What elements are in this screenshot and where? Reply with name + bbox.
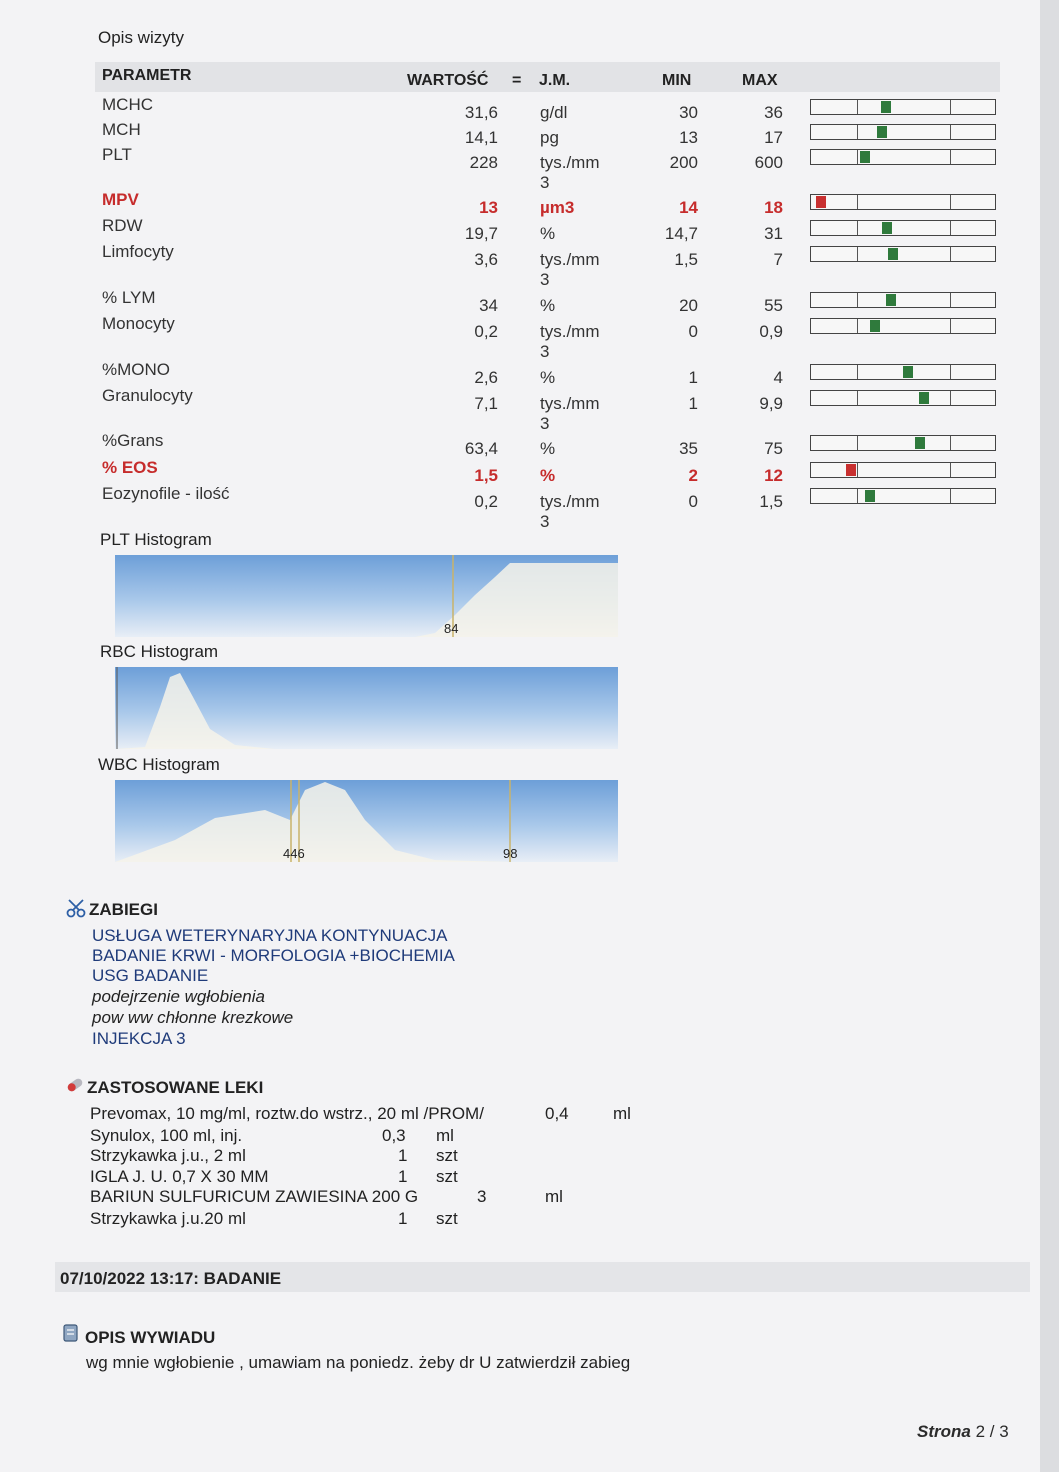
table-row	[0, 431, 1040, 458]
procedure-item: USŁUGA WETERYNARYJNA KONTYNUACJA	[92, 926, 448, 945]
param-name: %MONO	[102, 360, 170, 379]
param-value: 3,6	[474, 250, 498, 269]
drug-name: Prevomax, 10 mg/ml, roztw.do wstrz., 20 ml /PROM/	[90, 1104, 484, 1123]
header-wartosc: WARTOŚĆ	[407, 72, 489, 89]
procedure-item: BADANIE KRWI - MORFOLOGIA +BIOCHEMIA	[92, 946, 455, 965]
visit-description-title: Opis wizyty	[98, 28, 184, 47]
param-min: 14,7	[664, 224, 698, 243]
param-unit: %	[540, 439, 556, 458]
range-marker	[860, 151, 870, 163]
range-marker	[816, 196, 826, 208]
param-max: 600	[754, 153, 783, 172]
param-min: 1	[688, 394, 698, 413]
param-min: 0	[688, 492, 698, 511]
param-max: 12	[764, 466, 783, 485]
procedures-title: ZABIEGI	[89, 900, 158, 919]
scissors-icon	[66, 898, 88, 918]
header-min: MIN	[662, 72, 692, 89]
range-bar	[810, 488, 996, 504]
drugs-title: ZASTOSOWANE LEKI	[87, 1078, 264, 1097]
param-name: Limfocyty	[102, 242, 174, 261]
param-max: 31	[764, 224, 783, 243]
param-value: 2,6	[474, 368, 498, 387]
param-min: 14	[679, 198, 698, 217]
header-max: MAX	[742, 72, 778, 89]
range-bar	[810, 194, 996, 210]
param-max: 1,5	[759, 492, 783, 511]
page-edge	[1040, 0, 1059, 1472]
range-marker	[915, 437, 925, 449]
rbc-histogram	[115, 667, 618, 749]
param-value: 63,4	[464, 439, 498, 458]
range-marker	[886, 294, 896, 306]
param-unit: tys./mm 3	[540, 322, 600, 361]
table-row	[0, 190, 1040, 217]
plt-histogram-plot	[115, 555, 618, 637]
table-row	[0, 458, 1040, 485]
range-bar	[810, 99, 996, 115]
table-row	[0, 386, 1040, 433]
drug-unit: szt	[436, 1167, 458, 1186]
procedure-note: podejrzenie wgłobienia	[92, 987, 265, 1006]
range-marker	[903, 366, 913, 378]
range-marker	[877, 126, 887, 138]
param-unit: tys./mm 3	[540, 250, 600, 289]
range-bar	[810, 220, 996, 236]
param-unit: %	[540, 368, 556, 387]
wbc-histogram-title: WBC Histogram	[98, 755, 220, 774]
param-unit: g/dl	[540, 103, 568, 122]
drug-qty: 0,4	[545, 1104, 569, 1123]
drug-unit: ml	[545, 1187, 563, 1206]
param-value: 0,2	[474, 492, 498, 511]
page-total: / 3	[989, 1422, 1009, 1441]
param-min: 13	[679, 128, 698, 147]
param-value: 34	[479, 296, 498, 315]
drug-unit: ml	[613, 1104, 631, 1123]
range-bar	[810, 246, 996, 262]
pill-icon	[64, 1075, 86, 1095]
page-label: Strona	[917, 1422, 971, 1441]
param-min: 2	[688, 466, 698, 485]
plt-histogram-title: PLT Histogram	[100, 530, 212, 549]
wbc-marker-446: 446	[283, 846, 305, 861]
param-unit: pg	[540, 128, 559, 147]
param-max: 4	[773, 368, 783, 387]
wbc-histogram-plot	[115, 780, 618, 862]
param-name: MPV	[102, 190, 139, 209]
range-marker	[888, 248, 898, 260]
plt-histogram	[115, 555, 618, 637]
range-marker	[865, 490, 875, 502]
param-value: 0,2	[474, 322, 498, 341]
param-name: Eozynofile - ilość	[102, 484, 230, 503]
param-unit: tys./mm 3	[540, 394, 600, 433]
range-bar	[810, 292, 996, 308]
procedure-note: pow ww chłonne krezkowe	[92, 1008, 294, 1027]
table-row	[0, 314, 1040, 361]
page-current: 2	[975, 1422, 986, 1441]
param-unit: %	[540, 296, 556, 315]
param-min: 20	[679, 296, 698, 315]
visit-band-label: 07/10/2022 13:17: BADANIE	[60, 1269, 282, 1288]
param-max: 17	[764, 128, 783, 147]
range-marker	[919, 392, 929, 404]
drug-qty: 0,3	[382, 1126, 406, 1145]
param-max: 75	[764, 439, 783, 458]
procedure-item: INJEKCJA 3	[92, 1029, 186, 1048]
param-max: 18	[764, 198, 783, 217]
drug-name: Synulox, 100 ml, inj.	[90, 1126, 243, 1145]
param-name: %Grans	[102, 431, 164, 450]
param-name: % LYM	[102, 288, 156, 307]
table-row	[0, 288, 1040, 315]
param-min: 1	[688, 368, 698, 387]
drug-unit: szt	[436, 1209, 458, 1228]
rbc-histogram-plot	[115, 667, 618, 749]
range-marker	[846, 464, 856, 476]
wbc-histogram	[115, 780, 618, 862]
param-max: 9,9	[759, 394, 783, 413]
header-unit: J.M.	[539, 72, 571, 89]
param-value: 14,1	[464, 128, 498, 147]
range-bar	[810, 462, 996, 478]
drug-name: Strzykawka j.u.20 ml	[90, 1209, 246, 1228]
page-number	[917, 1422, 1009, 1442]
drug-unit: ml	[436, 1126, 454, 1145]
procedure-item: USG BADANIE	[92, 966, 209, 985]
param-min: 30	[679, 103, 698, 122]
range-bar	[810, 149, 996, 165]
interview-text: wg mnie wgłobienie , umawiam na poniedz. żeby dr U zatwierdził zabieg	[86, 1353, 631, 1372]
table-row	[0, 242, 1040, 289]
drug-qty: 3	[477, 1187, 487, 1206]
range-bar	[810, 364, 996, 380]
header-parametr: PARAMETR	[102, 67, 192, 84]
interview-title: OPIS WYWIADU	[85, 1328, 216, 1347]
param-max: 36	[764, 103, 783, 122]
param-unit: tys./mm 3	[540, 153, 600, 192]
table-row	[0, 360, 1040, 387]
drug-name: Strzykawka j.u., 2 ml	[90, 1146, 246, 1165]
wbc-marker-98: 98	[503, 846, 518, 861]
drug-qty: 1	[398, 1167, 408, 1186]
param-unit: tys./mm 3	[540, 492, 600, 531]
param-max: 0,9	[759, 322, 783, 341]
param-value: 31,6	[464, 103, 498, 122]
param-max: 7	[773, 250, 783, 269]
param-name: Granulocyty	[102, 386, 193, 405]
param-unit: %	[540, 466, 556, 485]
table-row	[0, 216, 1040, 243]
param-value: 1,5	[474, 466, 498, 485]
header-eq: =	[512, 72, 522, 89]
plt-marker-84: 84	[444, 621, 459, 636]
drug-qty: 1	[398, 1146, 408, 1165]
range-marker	[882, 222, 892, 234]
param-min: 1,5	[674, 250, 698, 269]
param-name: MCHC	[102, 95, 153, 114]
range-bar	[810, 390, 996, 406]
drug-qty: 1	[398, 1209, 408, 1228]
table-row	[0, 95, 1040, 122]
param-value: 228	[469, 153, 498, 172]
range-marker	[870, 320, 880, 332]
param-min: 200	[669, 153, 698, 172]
param-unit: µm3	[540, 198, 575, 217]
param-value: 19,7	[464, 224, 498, 243]
drug-name: IGLA J. U. 0,7 X 30 MM	[90, 1167, 269, 1186]
table-row	[0, 145, 1040, 192]
table-row	[0, 120, 1040, 147]
drug-unit: szt	[436, 1146, 458, 1165]
param-name: % EOS	[102, 458, 158, 477]
param-max: 55	[764, 296, 783, 315]
range-bar	[810, 124, 996, 140]
range-marker	[881, 101, 891, 113]
param-name: RDW	[102, 216, 143, 235]
param-min: 35	[679, 439, 698, 458]
param-name: Monocyty	[102, 314, 175, 333]
param-value: 7,1	[474, 394, 498, 413]
param-value: 13	[479, 198, 498, 217]
param-name: MCH	[102, 120, 141, 139]
rbc-histogram-title: RBC Histogram	[100, 642, 219, 661]
drug-name: BARIUN SULFURICUM ZAWIESINA 200 G	[90, 1187, 419, 1206]
range-bar	[810, 435, 996, 451]
param-name: PLT	[102, 145, 132, 164]
range-bar	[810, 318, 996, 334]
notes-icon	[60, 1322, 82, 1344]
table-row	[0, 484, 1040, 531]
param-unit: %	[540, 224, 556, 243]
param-min: 0	[688, 322, 698, 341]
